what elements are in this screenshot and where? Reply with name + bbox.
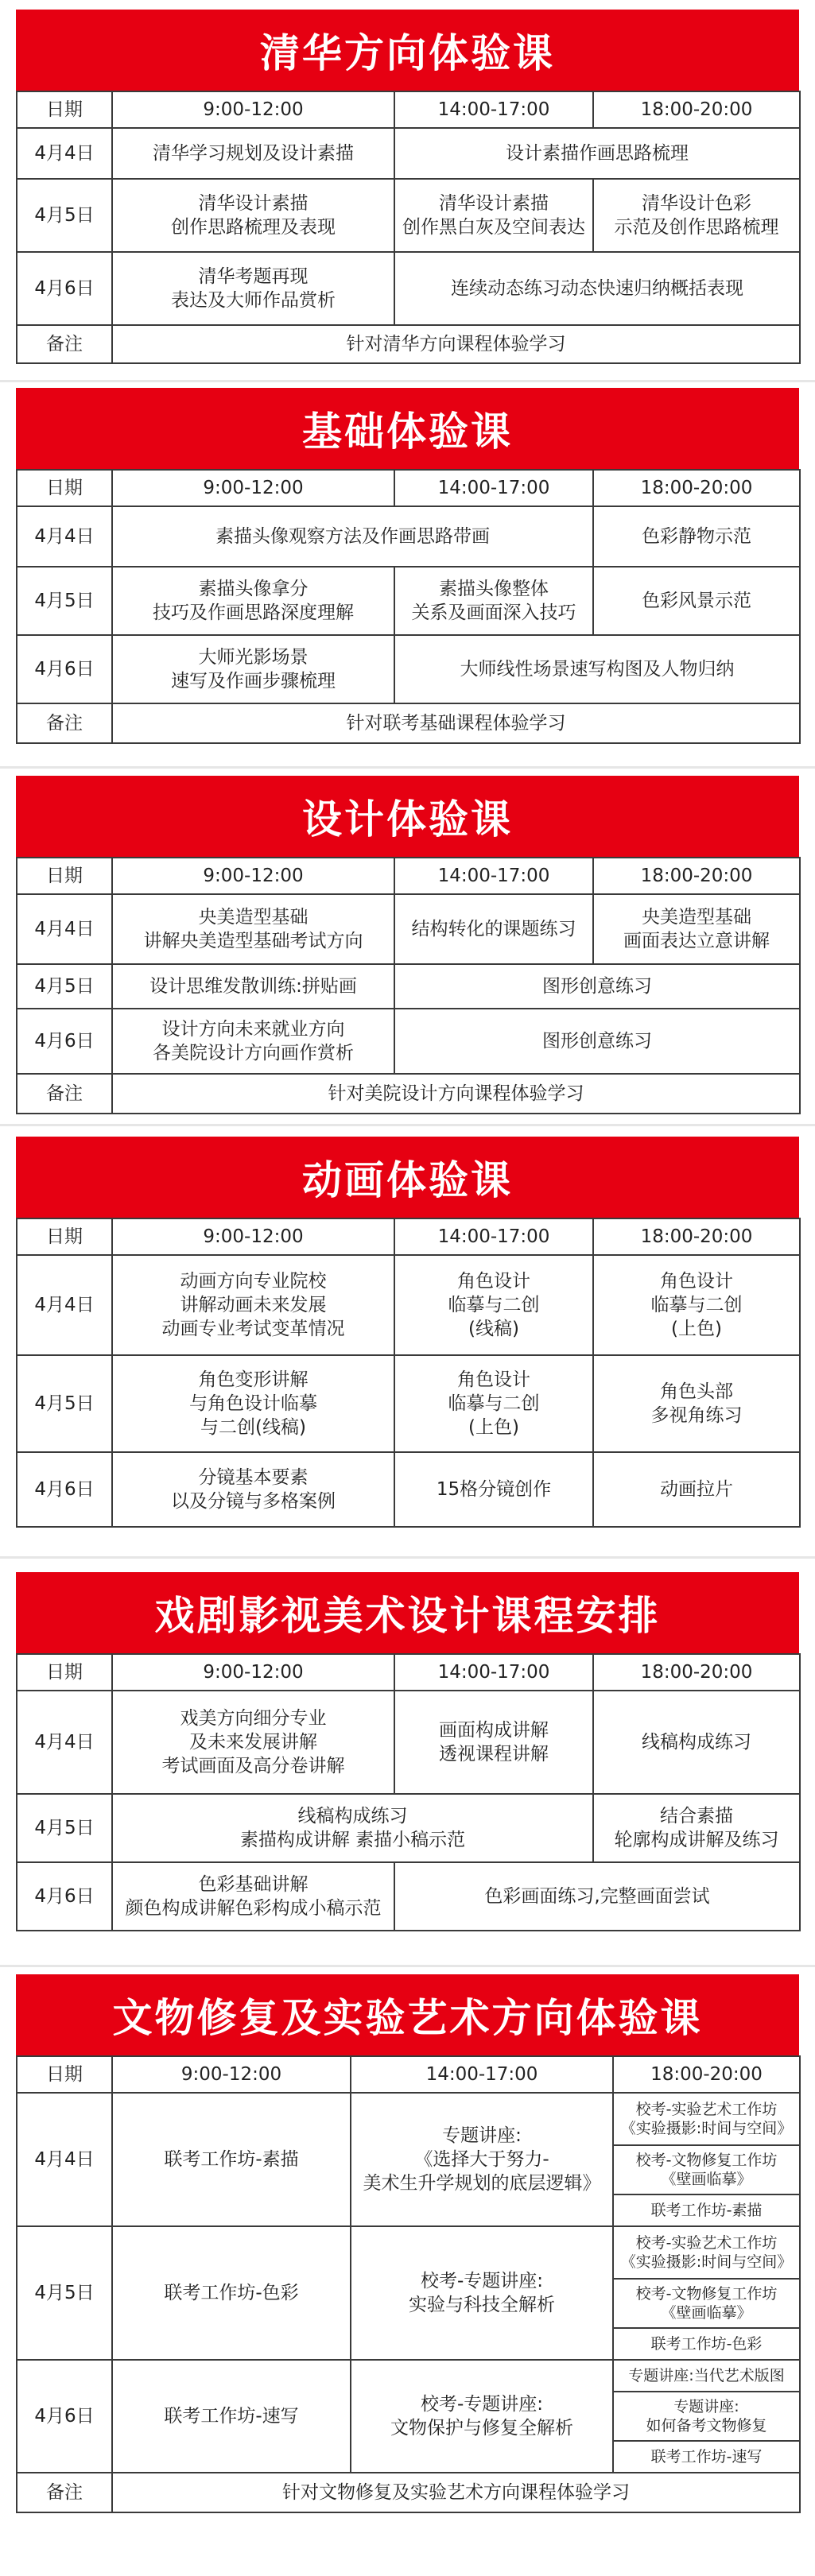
session-subcell: 专题讲座:当代艺术版图 [613,2360,800,2392]
session-cell: 线稿构成练习 [593,1691,800,1794]
session-cell: 大师光影场景 速写及作画步骤梳理 [112,635,394,703]
date-cell: 4月5日 [17,567,112,635]
section-design [16,776,799,1114]
session-subcell: 专题讲座: 如何备考文物修复 [613,2392,800,2441]
time-header: 9:00-12:00 [112,470,394,506]
date-cell: 4月4日 [17,506,112,567]
date-cell: 4月5日 [17,2226,112,2360]
session-cell: 清华设计素描 创作思路梳理及表现 [112,179,394,252]
time-header: 9:00-12:00 [112,1654,394,1691]
session-cell: 大师线性场景速写构图及人物归纳 [394,635,800,703]
session-cell: 色彩静物示范 [593,506,800,567]
session-cell: 连续动态练习动态快速归纳概括表现 [394,252,800,325]
date-cell: 4月6日 [17,635,112,703]
schedule-table [16,469,801,744]
session-cell: 清华考题再现 表达及大师作品赏析 [112,252,394,325]
divider [0,380,815,382]
date-cell: 4月4日 [17,128,112,179]
schedule-table [16,2055,801,2513]
session-cell: 画面构成讲解 透视课程讲解 [394,1691,593,1794]
session-cell: 角色设计 临摹与二创 (线稿) [394,1255,593,1355]
session-cell: 设计方向未来就业方向 各美院设计方向画作赏析 [112,1009,394,1074]
date-cell: 4月4日 [17,2093,112,2226]
date-cell: 4月6日 [17,252,112,325]
session-cell: 设计素描作画思路梳理 [394,128,800,179]
session-subcell: 校考-实验艺术工作坊 《实验摄影:时间与空间》 [613,2226,800,2279]
divider [0,1965,815,1967]
session-cell: 清华设计色彩 示范及创作思路梳理 [593,179,800,252]
section-title: 动画体验课 [16,1137,799,1218]
note-cell: 针对文物修复及实验艺术方向课程体验学习 [112,2473,800,2512]
session-cell: 清华学习规划及设计素描 [112,128,394,179]
session-cell: 联考工作坊-色彩 [112,2226,351,2360]
session-cell: 素描头像整体 关系及画面深入技巧 [394,567,593,635]
session-cell: 联考工作坊-速写 [112,2360,351,2473]
note-label: 备注 [17,325,112,363]
session-cell: 图形创意练习 [394,964,800,1009]
session-cell: 央美造型基础 讲解央美造型基础考试方向 [112,894,394,964]
session-cell: 结合素描 轮廓构成讲解及练习 [593,1794,800,1862]
date-header: 日期 [17,91,112,128]
section-animation [16,1137,799,1528]
time-header: 14:00-17:00 [394,1654,593,1691]
session-cell: 素描头像拿分 技巧及作画思路深度理解 [112,567,394,635]
session-cell: 角色设计 临摹与二创 (上色) [593,1255,800,1355]
session-cell: 结构转化的课题练习 [394,894,593,964]
session-cell: 分镜基本要素 以及分镜与多格案例 [112,1452,394,1527]
date-cell: 4月4日 [17,1691,112,1794]
session-cell: 清华设计素描 创作黑白灰及空间表达 [394,179,593,252]
time-header: 18:00-20:00 [593,1654,800,1691]
section-title: 文物修复及实验艺术方向体验课 [16,1974,799,2055]
session-cell: 角色设计 临摹与二创 (上色) [394,1355,593,1452]
time-header: 14:00-17:00 [394,858,593,894]
time-header: 14:00-17:00 [394,1218,593,1255]
time-header: 9:00-12:00 [112,858,394,894]
time-header: 18:00-20:00 [593,1218,800,1255]
divider [0,1124,815,1126]
date-header: 日期 [17,1654,112,1691]
section-drama [16,1572,799,1931]
session-cell: 设计思维发散训练:拼贴画 [112,964,394,1009]
date-cell: 4月5日 [17,1794,112,1862]
session-cell: 15格分镜创作 [394,1452,593,1527]
session-cell: 联考工作坊-素描 [112,2093,351,2226]
section-title: 设计体验课 [16,776,799,857]
session-cell: 色彩风景示范 [593,567,800,635]
date-cell: 4月5日 [17,964,112,1009]
date-cell: 4月6日 [17,2360,112,2473]
date-cell: 4月6日 [17,1009,112,1074]
session-subcell: 联考工作坊-速写 [613,2441,800,2473]
schedule-table [16,1653,801,1931]
session-cell: 图形创意练习 [394,1009,800,1074]
date-cell: 4月5日 [17,1355,112,1452]
date-cell: 4月4日 [17,894,112,964]
session-cell: 色彩画面练习,完整画面尝试 [394,1862,800,1931]
session-cell: 线稿构成练习 素描构成讲解 素描小稿示范 [112,1794,593,1862]
session-cell: 色彩基础讲解 颜色构成讲解色彩构成小稿示范 [112,1862,394,1931]
session-cell: 校考-专题讲座: 实验与科技全解析 [351,2226,613,2360]
time-header: 9:00-12:00 [112,91,394,128]
note-label: 备注 [17,1074,112,1114]
session-subcell: 校考-文物修复工作坊 《壁画临摹》 [613,2279,800,2328]
session-cell: 校考-专题讲座: 文物保护与修复全解析 [351,2360,613,2473]
session-cell: 动画方向专业院校 讲解动画未来发展 动画专业考试变革情况 [112,1255,394,1355]
session-cell: 素描头像观察方法及作画思路带画 [112,506,593,567]
section-basic [16,388,799,744]
session-subcell: 校考-实验艺术工作坊 《实验摄影:时间与空间》 [613,2093,800,2145]
time-header: 14:00-17:00 [394,91,593,128]
time-header: 9:00-12:00 [112,2056,351,2093]
date-cell: 4月6日 [17,1862,112,1931]
date-cell: 4月5日 [17,179,112,252]
date-header: 日期 [17,470,112,506]
date-cell: 4月6日 [17,1452,112,1527]
section-title: 戏剧影视美术设计课程安排 [16,1572,799,1653]
date-cell: 4月4日 [17,1255,112,1355]
divider [0,766,815,769]
note-cell: 针对美院设计方向课程体验学习 [112,1074,800,1114]
schedule-table [16,857,801,1114]
time-header: 18:00-20:00 [613,2056,800,2093]
schedule-table [16,91,801,364]
date-header: 日期 [17,858,112,894]
schedule-table [16,1218,801,1528]
divider [0,1556,815,1559]
time-header: 14:00-17:00 [394,470,593,506]
date-header: 日期 [17,1218,112,1255]
section-title: 清华方向体验课 [16,10,799,91]
time-header: 18:00-20:00 [593,91,800,128]
note-label: 备注 [17,703,112,743]
section-tsinghua [16,10,799,364]
session-subcell: 联考工作坊-素描 [613,2194,800,2226]
session-cell: 动画拉片 [593,1452,800,1527]
note-label: 备注 [17,2473,112,2512]
time-header: 18:00-20:00 [593,858,800,894]
session-cell: 央美造型基础 画面表达立意讲解 [593,894,800,964]
section-relics-experimental [16,1974,799,2513]
time-header: 14:00-17:00 [351,2056,613,2093]
session-subcell: 校考-文物修复工作坊 《壁画临摹》 [613,2145,800,2194]
session-subcell: 联考工作坊-色彩 [613,2328,800,2360]
session-cell: 角色变形讲解 与角色设计临摹 与二创(线稿) [112,1355,394,1452]
date-header: 日期 [17,2056,112,2093]
time-header: 9:00-12:00 [112,1218,394,1255]
section-title: 基础体验课 [16,388,799,469]
note-cell: 针对联考基础课程体验学习 [112,703,800,743]
time-header: 18:00-20:00 [593,470,800,506]
session-cell: 戏美方向细分专业 及未来发展讲解 考试画面及高分卷讲解 [112,1691,394,1794]
session-cell: 专题讲座: 《选择大于努力- 美术生升学规划的底层逻辑》 [351,2093,613,2226]
session-cell: 角色头部 多视角练习 [593,1355,800,1452]
note-cell: 针对清华方向课程体验学习 [112,325,800,363]
